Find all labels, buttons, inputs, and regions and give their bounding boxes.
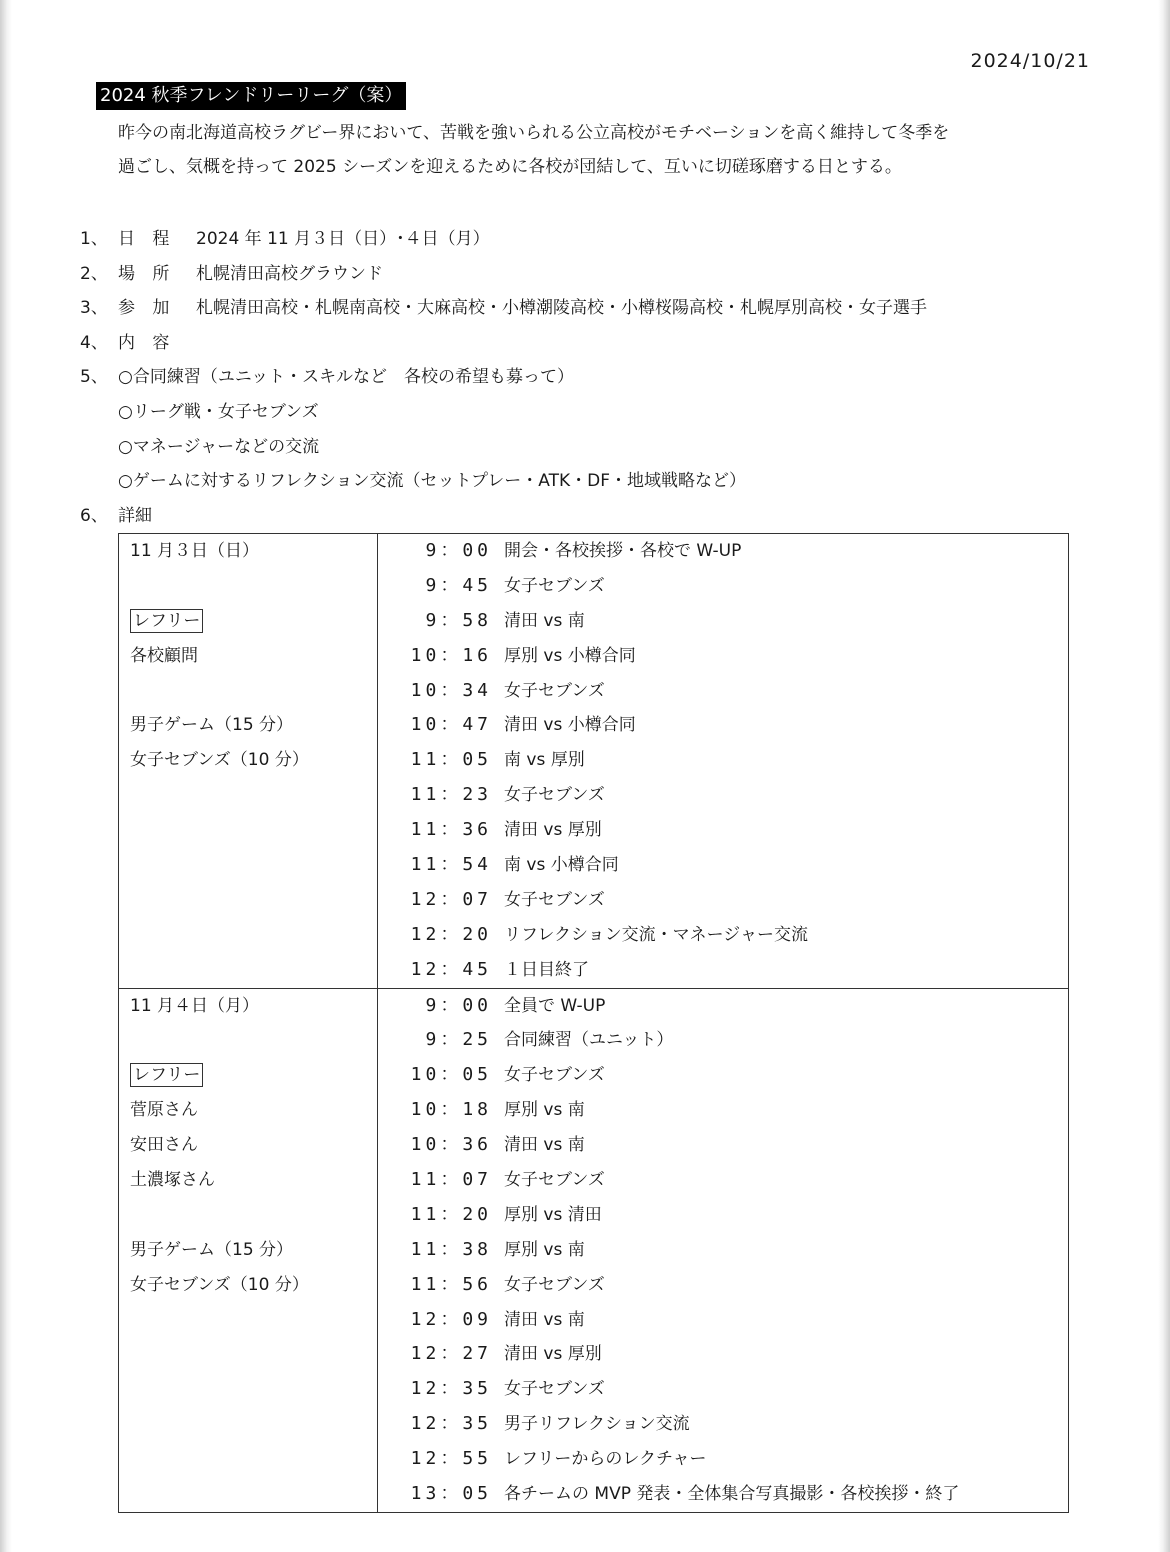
time-cell: 9：45	[425, 574, 492, 596]
activity: ○リーグ戦・女子セブンズ	[118, 401, 319, 422]
time-cell: 11：07	[410, 1169, 492, 1191]
day1-info	[119, 534, 378, 989]
event-cell: 開会・各校挨拶・各校で W-UP	[504, 541, 742, 561]
activity: ○マネージャーなどの交流	[118, 436, 320, 457]
event-cell: 厚別 vs 南	[504, 1100, 585, 1121]
page-edge-right	[1158, 0, 1170, 1552]
item-participants	[80, 291, 1080, 326]
time-cell: 12：35	[410, 1413, 492, 1435]
day1-timetable	[378, 534, 1069, 989]
item-activity-line	[80, 395, 1080, 430]
event-cell: 清田 vs 南	[504, 610, 585, 631]
item-key: 日 程	[118, 229, 176, 249]
time-cell: 12：09	[410, 1308, 492, 1330]
outline-list	[80, 222, 1080, 533]
event-cell: 女子セブンズ	[504, 1170, 605, 1191]
day2-date: 11 月４日（月）	[130, 995, 260, 1016]
referee-name: 安田さん	[130, 1135, 198, 1156]
time-cell: 12：35	[410, 1378, 492, 1400]
event-cell: 全員で W-UP	[504, 995, 606, 1016]
item-key: 参 加	[118, 298, 176, 319]
timetable-row	[388, 1128, 1068, 1163]
timetable-row	[388, 1023, 1068, 1058]
time-cell: 9：58	[425, 609, 492, 631]
timetable-row	[388, 883, 1068, 918]
timetable-row	[388, 1233, 1068, 1268]
item-number: 3、	[80, 298, 108, 319]
time-cell: 10：36	[410, 1134, 492, 1156]
time-cell: 12：20	[410, 923, 492, 945]
men-game-duration: 男子ゲーム（15 分）	[130, 715, 294, 736]
referee-label: レフリー	[130, 1063, 203, 1087]
item-value: 札幌清田高校グラウンド	[196, 263, 383, 284]
time-cell: 11：20	[410, 1203, 492, 1225]
time-cell: 9：00	[425, 540, 492, 561]
time-cell: 10：18	[410, 1099, 492, 1121]
timetable-row	[388, 1337, 1068, 1372]
item-value: 札幌清田高校・札幌南高校・大麻高校・小樽潮陵高校・小樽桜陽高校・札幌厚別高校・女子選手	[196, 298, 927, 319]
time-cell: 9：25	[425, 1029, 492, 1051]
item-activity-line	[80, 430, 1080, 465]
event-cell: 清田 vs 南	[504, 1309, 585, 1330]
item-schedule	[80, 222, 1080, 257]
referee-name: 菅原さん	[130, 1100, 198, 1121]
time-cell: 10：47	[410, 714, 492, 736]
event-cell: 男子リフレクション交流	[504, 1414, 690, 1435]
intro-line: 昨今の南北海道高校ラグビー界において、苦戦を強いられる公立高校がモチベーションを高く維持して冬季を	[118, 123, 950, 143]
intro-paragraph	[118, 116, 1098, 184]
activity: ○ゲームに対するリフレクション交流（セットプレー・ATK・DF・地域戦略など）	[118, 471, 746, 492]
women-game-duration: 女子セブンズ（10 分）	[130, 750, 309, 771]
timetable-row	[388, 1198, 1068, 1233]
timetable-row	[388, 534, 1068, 569]
time-cell: 12：45	[410, 958, 492, 980]
timetable-row	[388, 953, 1068, 988]
timetable-row	[388, 743, 1068, 778]
item-number: 5、	[80, 367, 108, 388]
event-cell: 女子セブンズ	[504, 575, 605, 596]
item-activities	[80, 360, 1080, 395]
item-number: 4、	[80, 332, 108, 353]
event-cell: 清田 vs 厚別	[504, 1344, 602, 1365]
time-cell: 10：34	[410, 679, 492, 701]
event-cell: 女子セブンズ	[504, 1379, 605, 1400]
item-number: 6、	[80, 505, 108, 526]
timetable-row	[388, 1477, 1068, 1512]
item-number: 2、	[80, 263, 108, 284]
referee-name: 土濃塚さん	[130, 1170, 215, 1191]
event-cell: レフリーからのレクチャー	[504, 1449, 707, 1470]
men-game-duration: 男子ゲーム（15 分）	[130, 1239, 294, 1260]
time-cell: 11：23	[410, 784, 492, 806]
timetable-row	[388, 1442, 1068, 1477]
time-cell: 11：38	[410, 1238, 492, 1260]
timetable-row	[388, 989, 1068, 1024]
time-cell: 9：00	[425, 994, 492, 1016]
day2-info	[119, 988, 378, 1512]
event-cell: 合同練習（ユニット）	[504, 1030, 674, 1051]
time-cell: 11：54	[410, 854, 492, 876]
time-cell: 11：56	[410, 1273, 492, 1295]
event-cell: 南 vs 小樽合同	[504, 855, 619, 876]
time-cell: 10：16	[410, 644, 492, 666]
item-details	[80, 499, 1080, 534]
time-cell: 12：55	[410, 1448, 492, 1470]
timetable-row	[388, 674, 1068, 709]
women-game-duration: 女子セブンズ（10 分）	[130, 1274, 309, 1295]
event-cell: １日目終了	[504, 959, 589, 980]
referee-label: レフリー	[130, 609, 203, 633]
timetable-row	[388, 1407, 1068, 1442]
time-cell: 12：27	[410, 1343, 492, 1365]
timetable-row	[388, 1268, 1068, 1303]
item-content	[80, 326, 1080, 361]
timetable-row	[388, 778, 1068, 813]
event-cell: 清田 vs 厚別	[504, 820, 602, 841]
page-edge-left	[0, 0, 12, 1552]
document-title: 2024 秋季フレンドリーリーグ（案）	[96, 82, 406, 110]
item-activity-line	[80, 464, 1080, 499]
event-cell: 女子セブンズ	[504, 889, 605, 910]
event-cell: 女子セブンズ	[504, 785, 605, 806]
day1-row	[119, 534, 1069, 989]
time-cell: 13：05	[410, 1483, 492, 1505]
intro-line: 過ごし、気概を持って 2025 シーズンを迎えるために各校が団結して、互いに切磋琢磨する日とする。	[118, 157, 902, 177]
item-number: 1、	[80, 229, 108, 249]
referee-name: 各校顧問	[130, 645, 198, 666]
time-cell: 11：05	[410, 749, 492, 771]
day2-timetable	[378, 988, 1069, 1512]
event-cell: 女子セブンズ	[504, 1065, 605, 1086]
timetable-row	[388, 1058, 1068, 1093]
timetable-row	[388, 1163, 1068, 1198]
time-cell: 11：36	[410, 819, 492, 841]
timetable-row	[388, 1093, 1068, 1128]
schedule-table	[118, 533, 1069, 1513]
timetable-row	[388, 639, 1068, 674]
event-cell: 各チームの MVP 発表・全体集合写真撮影・各校挨拶・終了	[504, 1484, 960, 1505]
event-cell: 清田 vs 南	[504, 1135, 585, 1156]
item-key: 内 容	[118, 332, 176, 353]
day2-row	[119, 988, 1069, 1512]
item-key: 場 所	[118, 263, 176, 284]
event-cell: 清田 vs 小樽合同	[504, 715, 636, 736]
event-cell: 厚別 vs 小樽合同	[504, 645, 636, 666]
timetable-row	[388, 1303, 1068, 1338]
timetable-row	[388, 918, 1068, 953]
timetable-row	[388, 1372, 1068, 1407]
event-cell: 女子セブンズ	[504, 1274, 605, 1295]
timetable-row	[388, 569, 1068, 604]
event-cell: 女子セブンズ	[504, 680, 605, 701]
activity: ○合同練習（ユニット・スキルなど 各校の希望も募って）	[118, 367, 574, 388]
time-cell: 10：05	[410, 1064, 492, 1086]
day1-date: 11 月３日（日）	[130, 541, 260, 561]
event-cell: リフレクション交流・マネージャー交流	[504, 924, 808, 945]
timetable-row	[388, 848, 1068, 883]
event-cell: 厚別 vs 清田	[504, 1204, 602, 1225]
item-place	[80, 257, 1080, 292]
document-date: 2024/10/21	[970, 50, 1090, 72]
time-cell: 12：07	[410, 888, 492, 910]
item-key: 詳細	[118, 505, 152, 526]
item-value: 2024 年 11 月３日（日）･４日（月）	[196, 229, 490, 249]
timetable-row	[388, 708, 1068, 743]
timetable-row	[388, 813, 1068, 848]
event-cell: 厚別 vs 南	[504, 1239, 585, 1260]
timetable-row	[388, 604, 1068, 639]
event-cell: 南 vs 厚別	[504, 750, 585, 771]
